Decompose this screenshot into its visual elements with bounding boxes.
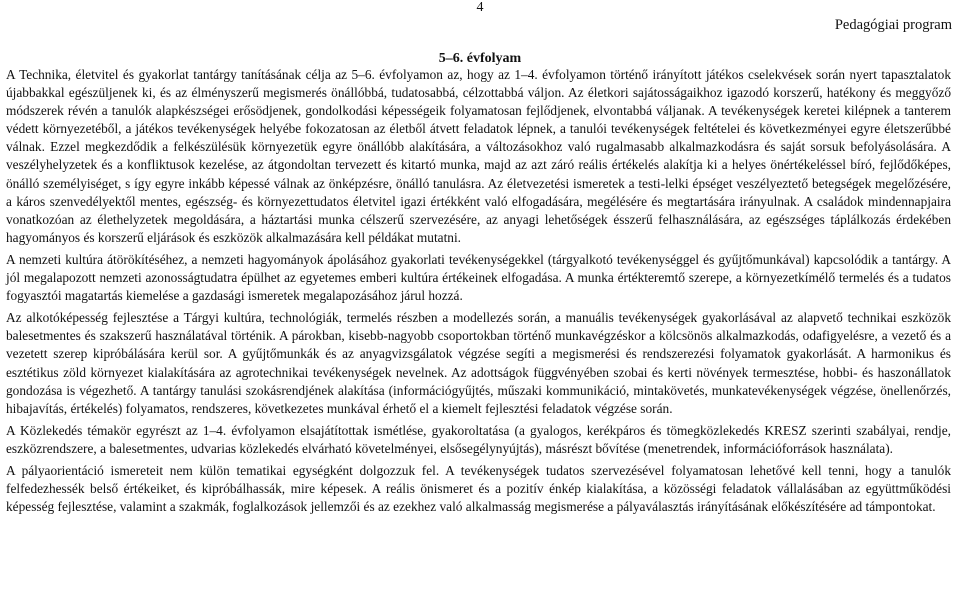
paragraph: A pályaorientáció ismereteit nem külön tematikai egységként dolgozzuk fel. A tevékenységek tudatos szervezésével folyamatosan lehetővé kell tenni, hogy a tanulók felfedezhessék belső értékeiket, és kipróbálhassák, mire képesek. A reális önismeret és a pozitív énkép kialakítása, a közösségi feladatok vállalásában az együttműködési képesség fejlesztése, valamint a szakmák, foglalkozások jellemzői és az ezekhez való alkalmasság megismerése a pályaválasztás irányításának előkészítésére ad támpontokat.	[6, 462, 951, 515]
page-number: 4	[476, 0, 484, 15]
section-heading: 5–6. évfolyam	[438, 51, 522, 66]
paragraph: A Technika, életvitel és gyakorlat tantárgy tanításának célja az 5–6. évfolyamon az, hogy az 1–4. évfolyamon történő irányított játékos cselekvések során nyert tapasztalatok újabbakkal egészüljenek ki, és az élményszerű megismerés önállóbbá, tudatosabbá, célzottabbá váljon. Az életkori sajátosságaikhoz igazodó korszerű, hatékony és meggyőző módszerek révén a tanulók alapkészségei erősödjenek, gondolkodási képességeik folyamatosan fejlődjenek, elvontabbá váljanak. A tevékenységek keretei kilépnek a tanterem védett környezetéből, a játékos tevékenységek helyébe fokozatosan az életből átvett feladatok lépnek, a tanulói tevékenységek feltételei és következményei egyre életszerűbbé válnak. Ezzel megkezdődik a felkészülésük környezetük egyre önállóbb alakítására, a változásokhoz való rugalmasabb alkalmazkodásra és saját sorsuk befolyásolására. A veszélyhelyzetek és a konfliktusok kezelése, az átgondoltan tervezett és kitartó munka, majd az azt záró reális értékelés alakítja ki a helyes önértékeléssel bíró, fejlődőképes, önálló személyiséget, s így egyre inkább képessé válnak az önképzésre, önálló tanulásra. Az életvezetési ismeretek a testi-lelki épséget veszélyeztető betegségek megelőzésére, a káros szenvedélyektől mentes, egészség- és környezettudatos életvitel igazi értékként való elfogadására, megélésére és megtartására irányulnak. A családok mindennapjaira vonatkozóan az élethelyzetek megoldására, a háztartási munka célszerű szervezésére, az anyagi lehetőségek ésszerű felhasználására, az egészséges táplálkozás érdekében hagyományos és korszerű eljárások és eszközök alkalmazására kell példákat mutatni.	[6, 67, 951, 245]
document-body	[6, 66, 951, 520]
paragraph: A Közlekedés témakör egyrészt az 1–4. évfolyamon elsajátítottak ismétlése, gyakoroltatása (a gyalogos, kerékpáros és tömegközlekedés KRESZ szerinti szabályai, rendje, eszközrendszere, a balesetmentes, udvarias közlekedés elvárható követelményei, elsősegélynyújtás), másrészt bővítése (menetrendek, információforrások használata).	[6, 422, 951, 456]
paragraph: Az alkotóképesség fejlesztése a Tárgyi kultúra, technológiák, termelés részben a modellezés során, a manuális tevékenységek gyakorlásával az alapvető technikai eszközök balesetmentes és szakszerű használatával történik. A párokban, kisebb-nagyobb csoportokban történő munkavégzéskor a kölcsönös alkalmazkodás, odafigyelésre, a vezető és a vezetett szerep kipróbálására kerül sor. A gyűjtőmunkák és az anyagvizsgálatok végzése segíti a megismerési és rendszerezési folyamatok gyakorlását. A harmonikus és esztétikus zöld környezet kialakítására az agrotechnikai tevékenységek nevelnek. Az adottságok függvényében szobai és kerti növények termesztése, hobbi- és haszonállatok gondozása is végezhető. A tantárgy tanulási szokásrendjének alakítása (információgyűjtés, műszaki kommunikáció, mintakövetés, munkatevékenységek végzése, önellenőrzés, hibajavítás, értékelés) folyamatos, rendszeres, következetes munkával érhető el a kiemelt fejlesztési feladatok végzése során.	[6, 310, 951, 416]
running-head: Pedagógiai program	[834, 17, 952, 33]
paragraph: A nemzeti kultúra átörökítéséhez, a nemzeti hagyományok ápolásához gyakorlati tevékenységekkel (tárgyalkotó tevékenységgel és gyűjtőmunkával) kapcsolódik a tantárgy. A jól megalapozott nemzeti azonosságtudatra épülhet az egyetemes emberi kultúra értékeinek elfogadása. A munka értékteremtő szerepe, a környezetkímélő termelés és a tudatos fogyasztói magatartás kiemelése a gazdasági ismeretek megalapozásához járul hozzá.	[6, 251, 951, 304]
